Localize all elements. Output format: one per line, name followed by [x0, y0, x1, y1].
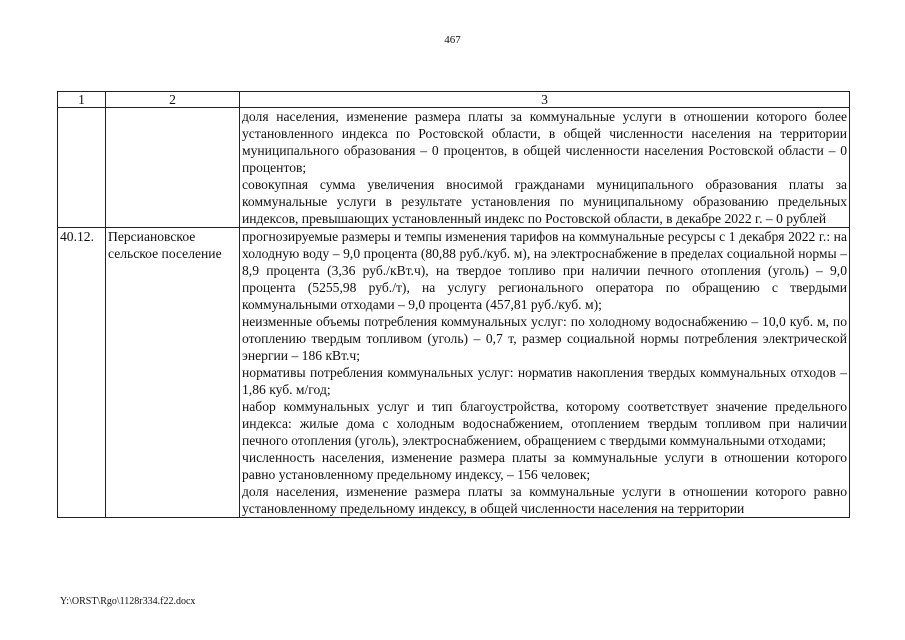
document-table: [57, 91, 850, 518]
table-header-row: [58, 92, 850, 108]
paragraph: неизменные объемы потребления коммунальных услуг: по холодному водоснабжению – 10,0 куб. м, по отоплению твердым топливом (уголь) – 0,7 т, размер социальной нормы потребления электрической энергии – 186 кВт.ч;: [242, 314, 847, 363]
paragraph: доля населения, изменение размера платы за коммунальные услуги в отношении которого равно установленному предельному индексу, в общей численности населения на территории: [242, 484, 847, 516]
header-col-1: 1: [58, 92, 106, 108]
paragraph: доля населения, изменение размера платы за коммунальные услуги в отношении которого более установленного индекса по Ростовской области, в общей численности населения на территории муниципального образования – 0 процентов, в общей численности населения Ростовской области – 0 процентов;: [242, 109, 847, 175]
paragraph: набор коммунальных услуг и тип благоустройства, которому соответствует значение предельного индекса: жилые дома с холодным водоснабжением, отоплением твердым топливом при наличии печного отопления (уголь), электроснабжением, обращением с твердыми коммунальными отходами;: [242, 399, 847, 448]
paragraph: нормативы потребления коммунальных услуг: норматив накопления твердых коммунальных отходов – 1,86 куб. м/год;: [242, 365, 847, 397]
row-description: [240, 108, 850, 228]
paragraph: численность населения, изменение размера платы за коммунальные услуги в отношении которого равно установленному предельному индексу, – 156 человек;: [242, 450, 847, 482]
row-number: 40.12.: [58, 228, 106, 518]
paragraph: совокупная сумма увеличения вносимой гражданами муниципального образования платы за коммунальные услуги в результате установления по муниципальному образованию предельных индексов, превышающих установленный индекс по Ростовской области, в декабре 2022 г. – 0 рублей: [242, 177, 847, 226]
row-municipality: [106, 108, 240, 228]
table-row-40-12: [58, 228, 850, 518]
page-number: 467: [444, 34, 461, 46]
header-col-3: 3: [240, 92, 850, 108]
file-path-footer: Y:\ORST\Rgo\1128r334.f22.docx: [60, 596, 196, 607]
row-municipality: Персиановское сельское поселение: [106, 228, 240, 518]
table-row-continuation: [58, 108, 850, 228]
header-col-2: 2: [106, 92, 240, 108]
row-description: [240, 228, 850, 518]
row-number: [58, 108, 106, 228]
paragraph: прогнозируемые размеры и темпы изменения тарифов на коммунальные ресурсы с 1 декабря 2022 г.: на холодную воду – 9,0 процента (80,88 руб./куб. м), на электроснабжение в пределах социальной нормы – 8,9 процента (3,36 руб./кВт.ч), на твердое топливо при наличии печного отопления (уголь) – 9,0 процента (5255,98 руб./т), на услугу регионального оператора по обращению с твердыми коммунальными отходами – 9,0 процента (457,81 руб./куб. м);: [242, 229, 847, 312]
